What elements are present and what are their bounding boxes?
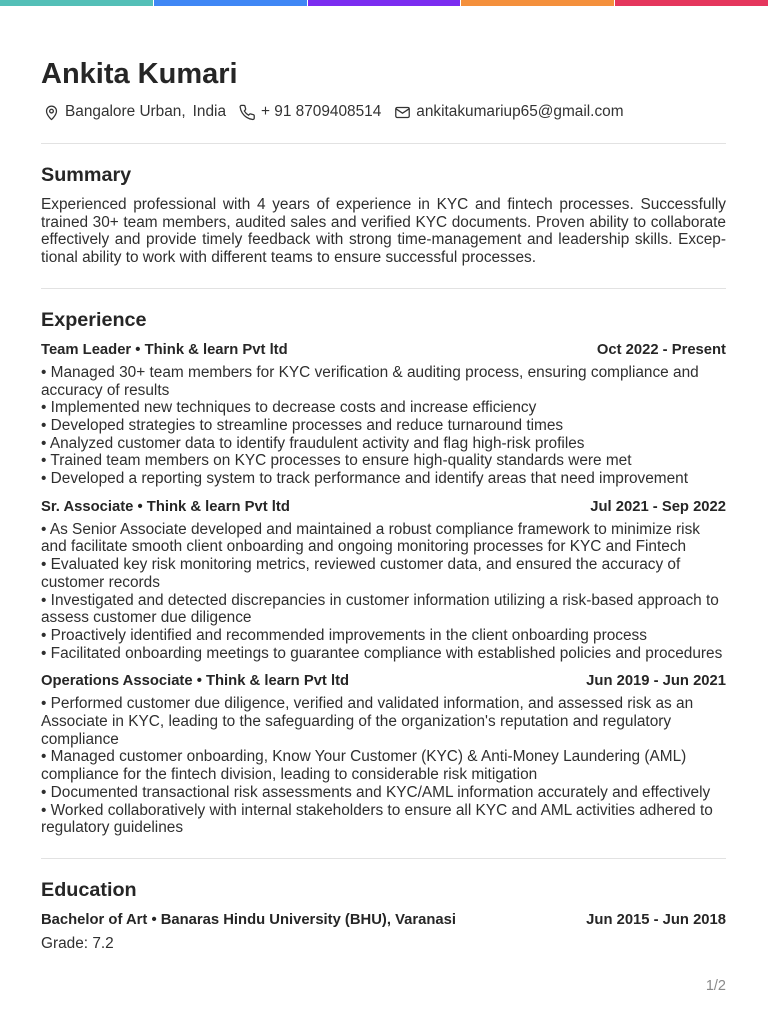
job-bullets xyxy=(41,695,726,837)
section-divider xyxy=(41,858,726,859)
education-heading: Education xyxy=(41,878,137,901)
section-divider xyxy=(41,288,726,289)
bullet-item: • Analyzed customer data to identify fraudulent activity and flag high-risk profiles xyxy=(41,434,585,452)
job-title: Sr. Associate • Think & learn Pvt ltd xyxy=(41,498,290,515)
job-entry xyxy=(41,498,726,663)
resume-page xyxy=(41,0,726,953)
phone-link[interactable] xyxy=(239,102,381,122)
bullet-item: • Facilitated onboarding meetings to guarantee compliance with established policies and procedures xyxy=(41,644,723,662)
mail-icon xyxy=(394,104,411,121)
job-entry xyxy=(41,672,726,837)
bullet-item: • Performed customer due diligence, verified and validated information, and assessed risk as an Associate in KYC, leading to the safeguarding of the organization's reputation and regulatory compliance xyxy=(41,695,694,748)
education-grade: Grade: 7.2 xyxy=(41,934,114,952)
summary-section xyxy=(41,163,726,267)
bullet-item: • As Senior Associate developed and maintained a robust compliance framework to minimize risk and facilitate smooth client onboarding and ongoing monitoring processes for KYC and Fintech xyxy=(41,520,700,556)
summary-text: Experienced professional with 4 years of experience in KYC and fintech processes. Successfully trained 30+ team members, audited sales and verified KYC documents. Proven ability to collaborate effectively and provide timely feedback with strong time-management and leadership skills. Exceptional ability to work with different teams to ensure successful processes. xyxy=(41,196,726,267)
bullet-item: • Managed customer onboarding, Know Your Customer (KYC) & Anti-Money Laundering (AML) compliance for the fintech division, leading to considerable risk mitigation xyxy=(41,748,687,784)
education-section xyxy=(41,878,726,953)
job-dates: Jun 2019 - Jun 2021 xyxy=(586,673,726,690)
experience-heading: Experience xyxy=(41,308,147,331)
education-header xyxy=(41,911,726,929)
job-header xyxy=(41,341,726,359)
job-bullets xyxy=(41,364,726,488)
job-title: Operations Associate • Think & learn Pvt ltd xyxy=(41,673,350,690)
bullet-item: • Investigated and detected discrepancies in customer information utilizing a risk-based approach to assess customer due diligence xyxy=(41,591,719,627)
job-dates: Oct 2022 - Present xyxy=(596,341,726,358)
job-header xyxy=(41,498,726,516)
phone-number: + 91 8709408514 xyxy=(261,103,382,120)
education-dates: Jun 2015 - Jun 2018 xyxy=(586,911,726,928)
location-pin-icon xyxy=(43,104,60,121)
contact-info xyxy=(41,102,726,122)
phone-icon xyxy=(239,104,256,121)
experience-section xyxy=(41,308,726,837)
bullet-item: • Developed strategies to streamline processes and reduce turnaround times xyxy=(41,416,564,434)
bullet-item: • Worked collaboratively with internal stakeholders to ensure all KYC and AML activities adhered to regulatory guidelines xyxy=(41,801,713,837)
email-address: ankitakumariup65@gmail.com xyxy=(416,103,624,120)
section-divider xyxy=(41,143,726,144)
bullet-item: • Implemented new techniques to decrease costs and increase efficiency xyxy=(41,399,537,417)
job-entry xyxy=(41,341,726,488)
job-header xyxy=(41,672,726,690)
bullet-item: • Documented transactional risk assessments and KYC/AML information accurately and effectively xyxy=(41,783,711,801)
degree-title: Bachelor of Art • Banaras Hindu University (BHU), Varanasi xyxy=(41,911,456,928)
bullet-item: • Proactively identified and recommended improvements in the client onboarding process xyxy=(41,626,647,644)
location-city: Bangalore Urban, xyxy=(65,103,186,120)
job-bullets xyxy=(41,521,726,663)
bullet-item: • Developed a reporting system to track performance and identify areas that need improvement xyxy=(41,470,689,488)
bullet-item: • Evaluated key risk monitoring metrics, reviewed customer data, and ensured the accuracy of customer records xyxy=(41,556,681,591)
location-country: India xyxy=(192,103,227,120)
location xyxy=(41,102,226,122)
job-title: Team Leader • Think & learn Pvt ltd xyxy=(41,341,288,358)
email-link[interactable] xyxy=(394,102,623,122)
candidate-name: Ankita Kumari xyxy=(41,58,238,90)
bullet-item: • Managed 30+ team members for KYC verification & auditing process, ensuring compliance and accuracy of results xyxy=(41,363,699,399)
bullet-item: • Trained team members on KYC processes to ensure high-quality standards were met xyxy=(41,452,632,470)
page-number: 1/2 xyxy=(705,978,726,994)
summary-heading: Summary xyxy=(41,164,132,186)
job-dates: Jul 2021 - Sep 2022 xyxy=(590,498,726,515)
education-entry xyxy=(41,911,726,953)
